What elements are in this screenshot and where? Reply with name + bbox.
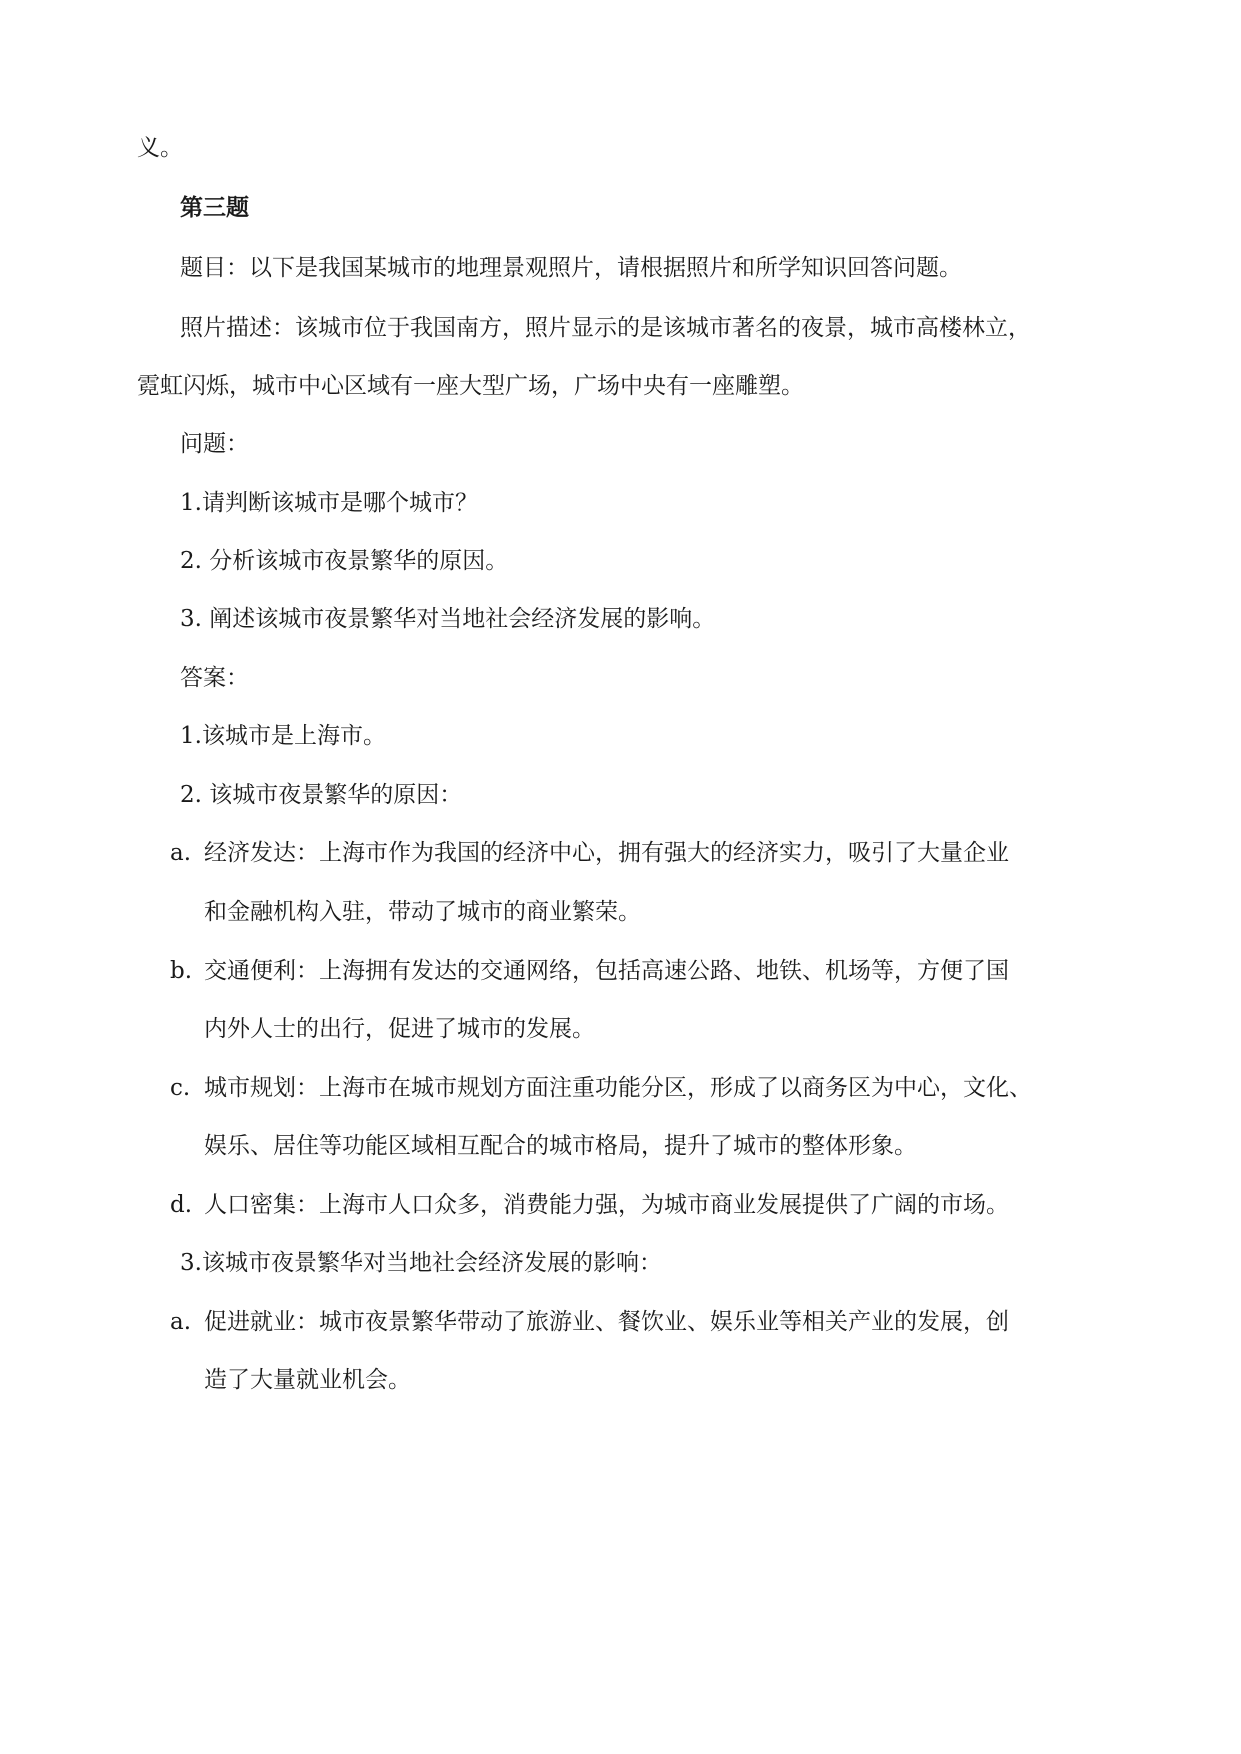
- answer-2-title: 2. 该城市夜景繁华的原因：: [180, 782, 463, 808]
- questions-label: 问题：: [180, 431, 249, 457]
- answer-1: 1.该城市是上海市。: [180, 723, 386, 749]
- reason-a-line-1: 经济发达：上海市作为我国的经济中心，拥有强大的经济实力，吸引了大量企业: [204, 840, 1009, 866]
- reason-a-line-2: 和金融机构入驻，带动了城市的商业繁荣。: [204, 899, 641, 925]
- continuation-line: 义。: [137, 135, 183, 161]
- question-item-2: 2. 分析该城市夜景繁华的原因。: [180, 548, 509, 574]
- section-title: 第三题: [180, 195, 249, 221]
- reason-c-line-2: 娱乐、居住等功能区域相互配合的城市格局，提升了城市的整体形象。: [204, 1133, 917, 1159]
- reason-c-marker: c.: [170, 1075, 191, 1101]
- question-item-1: 1.请判断该城市是哪个城市？: [180, 490, 478, 516]
- answer-3-title: 3.该城市夜景繁华对当地社会经济发展的影响：: [180, 1250, 662, 1276]
- reason-d-marker: d.: [170, 1192, 193, 1218]
- answers-label: 答案：: [180, 665, 249, 691]
- reason-b-line-2: 内外人士的出行，促进了城市的发展。: [204, 1016, 595, 1042]
- reason-c-line-1: 城市规划：上海市在城市规划方面注重功能分区，形成了以商务区为中心，文化、: [204, 1075, 1032, 1101]
- question-item-3: 3. 阐述该城市夜景繁华对当地社会经济发展的影响。: [180, 606, 716, 632]
- impact-a-line-1: 促进就业：城市夜景繁华带动了旅游业、餐饮业、娱乐业等相关产业的发展，创: [204, 1309, 1009, 1335]
- photo-description-line-2: 霓虹闪烁，城市中心区域有一座大型广场，广场中央有一座雕塑。: [137, 373, 804, 399]
- impact-a-marker: a.: [170, 1309, 192, 1335]
- reason-a-marker: a.: [170, 840, 192, 866]
- impact-a-line-2: 造了大量就业机会。: [204, 1367, 411, 1393]
- reason-b-line-1: 交通便利：上海拥有发达的交通网络，包括高速公路、地铁、机场等，方便了国: [204, 958, 1009, 984]
- reason-b-marker: b.: [170, 958, 193, 984]
- question-intro: 题目：以下是我国某城市的地理景观照片，请根据照片和所学知识回答问题。: [180, 255, 962, 281]
- photo-description-line-1: 照片描述：该城市位于我国南方，照片显示的是该城市著名的夜景，城市高楼林立，: [180, 315, 1031, 341]
- reason-d-line-1: 人口密集：上海市人口众多，消费能力强，为城市商业发展提供了广阔的市场。: [204, 1192, 1009, 1218]
